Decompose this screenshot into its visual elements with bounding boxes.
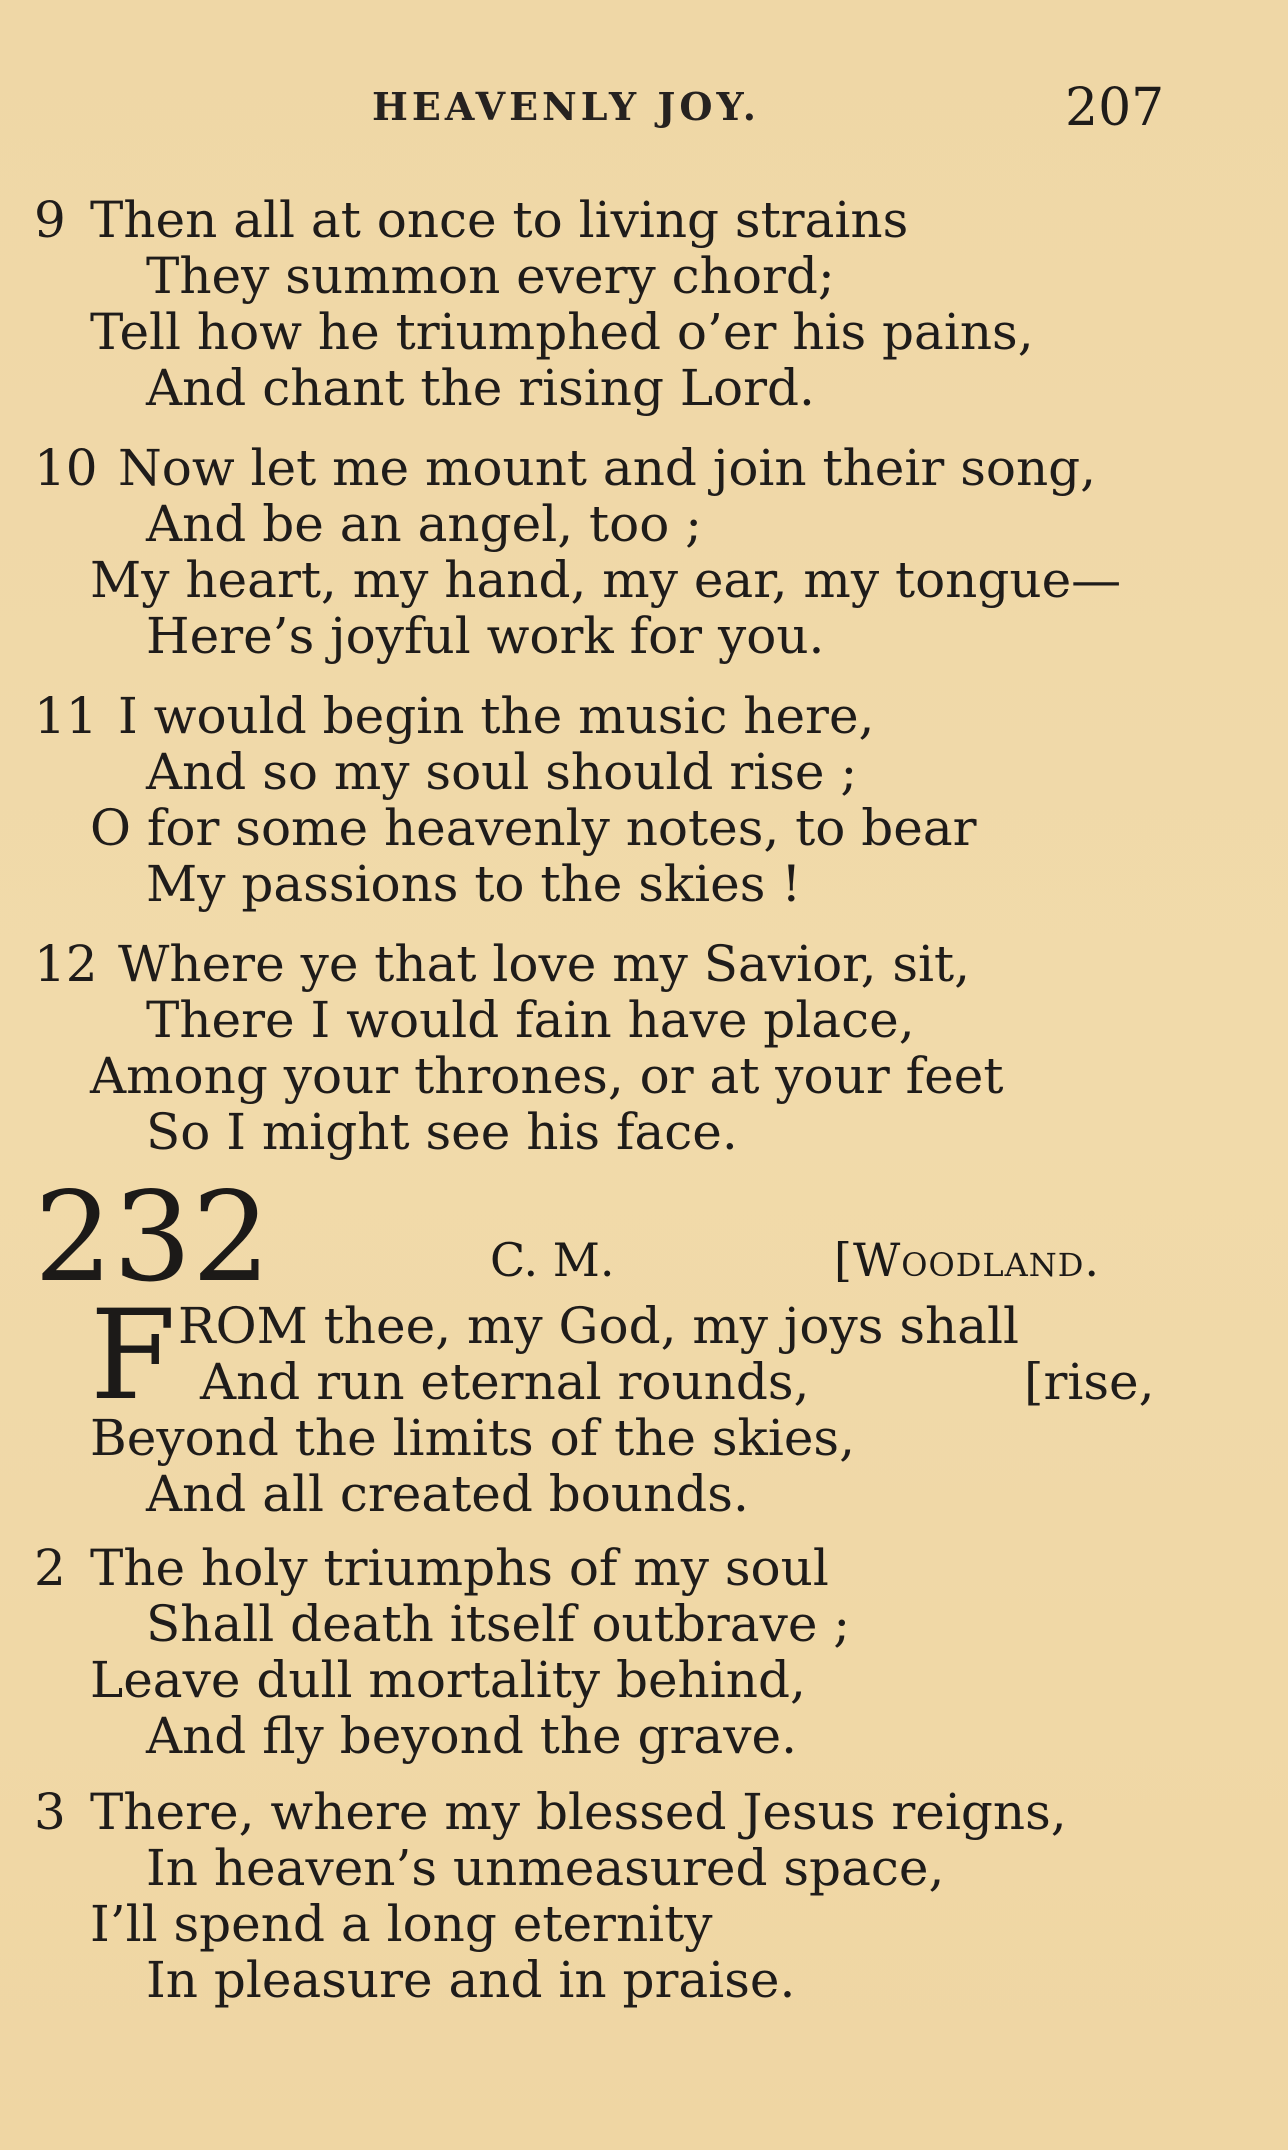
verse-line: Where ye that love my Savior, sit, [118, 935, 971, 993]
verse-line: Among your thrones, or at your feet [90, 1047, 1004, 1105]
stanza-number: 9 [34, 191, 66, 249]
page-number: 207 [1065, 78, 1165, 138]
stanza-number: 12 [34, 935, 98, 993]
verse-line: Here’s joyful work for you. [146, 607, 825, 665]
verse-line: And all created bounds. [146, 1465, 749, 1523]
stanza-number: 11 [34, 687, 98, 745]
verse-line: Then all at once to living strains [90, 191, 909, 249]
verse-line: They summon every chord; [146, 247, 835, 305]
verse-line: O for some heavenly notes, to bear [90, 799, 977, 857]
verse-line: I would begin the music here, [118, 687, 875, 745]
verse-line: And be an angel, too ; [146, 495, 703, 553]
verse-line: I’ll spend a long eternity [90, 1895, 713, 1953]
hymn-meter: C. M. [490, 1233, 615, 1287]
drop-cap: F [90, 1284, 177, 1428]
stanza-number: 10 [34, 439, 98, 497]
verse-line: The holy triumphs of my soul [90, 1539, 829, 1597]
verse-line: So I might see his face. [146, 1103, 738, 1161]
page-header [0, 78, 1288, 138]
verse-line: Leave dull mortality behind, [90, 1651, 806, 1709]
verse-line: My heart, my hand, my ear, my tongue— [90, 551, 1122, 609]
verse-line: And fly beyond the grave. [146, 1707, 797, 1765]
hymn-number: 232 [34, 1166, 271, 1310]
verse-line: Shall death itself outbrave ; [146, 1595, 851, 1653]
hymn-tune: [Woodland. [834, 1233, 1100, 1287]
verse-line: And so my soul should rise ; [146, 743, 858, 801]
verse-line: There I would fain have place, [146, 991, 915, 1049]
verse-line: In heaven’s unmeasured space, [146, 1839, 945, 1897]
stanza-number: 2 [34, 1539, 66, 1597]
verse-line: And chant the rising Lord. [146, 359, 815, 417]
verse-line: Tell how he triumphed o’er his pains, [90, 303, 1034, 361]
verse-line: ROM thee, my God, my joys shall [178, 1297, 1019, 1355]
verse-line: In pleasure and in praise. [146, 1951, 796, 2009]
verse-turnover: [rise, [1024, 1353, 1155, 1411]
verse-line: Beyond the limits of the skies, [90, 1409, 855, 1467]
verse-line: Now let me mount and join their song, [118, 439, 1097, 497]
verse-line: And run eternal rounds, [200, 1353, 810, 1411]
stanza-number: 3 [34, 1783, 66, 1841]
verse-line: There, where my blessed Jesus reigns, [90, 1783, 1067, 1841]
running-title: HEAVENLY JOY. [372, 84, 760, 129]
verse-line: My passions to the skies ! [146, 855, 802, 913]
